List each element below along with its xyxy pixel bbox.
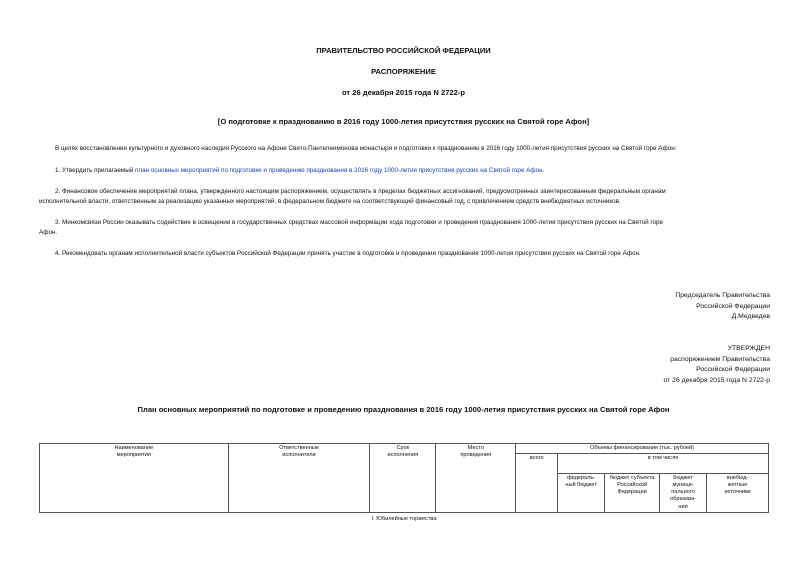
col-deadline-header: Срок исполнения xyxy=(370,444,436,513)
approved-date: от 26 декабря 2015 года N 2722-р xyxy=(663,376,770,384)
col-federal-header: федераль- ный бюджет xyxy=(558,473,605,512)
section-row xyxy=(40,513,769,525)
col-extra-budget-header: внебюд- жетные источники xyxy=(707,473,769,512)
col-subject-budget-header: бюджет субъекта Российской Федерации xyxy=(605,473,660,512)
intro-paragraph: В целях восстановления культурного и духовного наследия Русского на Афоне Свято-Пантелеимонова монастыря и подготовки к празднованию в 2016 году 1000-летия присутствия русских на Святой горе Афон: xyxy=(55,145,677,152)
paragraph-1 xyxy=(55,166,544,176)
document-subject: [О подготовке к празднованию в 2016 году 1000-летия присутствия русских на Святой горе Афон] xyxy=(217,117,590,126)
paragraph-1-suffix: . xyxy=(542,167,545,174)
signature-position: Председатель Правительства xyxy=(675,292,770,299)
col-total-header: всего xyxy=(516,454,558,513)
col-municipal-header: бюджет муници- пального образова- ния xyxy=(660,473,707,512)
paragraph-3-line-2: Афон. xyxy=(39,229,58,236)
col-place-header: Место проведения xyxy=(436,444,516,513)
signature-name: Д.Медведев xyxy=(731,313,770,320)
section-title: I. Юбилейные торжества xyxy=(371,516,437,522)
approved-label: УТВЕРЖДЕН xyxy=(727,345,770,352)
signature-country: Российской Федерации xyxy=(696,302,770,310)
paragraph-3-line-1: 3. Минкомсвязи России оказывать содействие в освещении в государственных средствах массовой информации хода подготовки и проведения празднования 1000-летия присутствия русских на Святой горе xyxy=(55,219,664,226)
col-including-header: в том числе xyxy=(558,454,769,473)
col-responsible-header: Ответственные исполнители xyxy=(228,444,370,513)
col-name-header: Наименование мероприятия xyxy=(40,444,229,513)
plan-title: План основных мероприятий по подготовке и проведению празднования в 2016 году 1000-летия присутствия русских на Святой горе Афон xyxy=(137,405,670,414)
plan-link[interactable]: план основных мероприятий по подготовке и проведению празднования в 2016 году 1000-летия присутствия русских на Святой горе Афон xyxy=(135,167,543,174)
plan-table xyxy=(39,443,769,524)
paragraph-2-line-2: исполнительной власти, ответственным за реализацию указанных мероприятий, в федеральном бюджете на соответствующий финансовый год, с привлечением средств внебюджетных источников. xyxy=(39,198,621,205)
document-type: РАСПОРЯЖЕНИЕ xyxy=(371,67,436,76)
approved-country: Российской Федерации xyxy=(696,366,770,373)
paragraph-1-prefix: 1. Утвердить прилагаемый xyxy=(55,167,136,174)
col-funding-header: Объемы финансирования (тыс. рублей) xyxy=(516,444,769,454)
approved-block xyxy=(664,344,770,386)
paragraph-2-line-1: 2. Финансовое обеспечение мероприятий плана, утвержденного настоящим распоряжением, осуществлять в пределах бюджетных ассигнований, предусмотренных заинтересованным федеральным органам xyxy=(55,188,666,195)
approved-by: распоряжением Правительства xyxy=(670,355,770,363)
paragraph-4: 4. Рекомендовать органам исполнительной власти субъектов Российской Федерации принять участие в подготовке и проведении празднования 1000-летия присутствия русских на Святой горе Афон. xyxy=(55,250,641,257)
table-header-row-1 xyxy=(40,444,769,454)
signature-block xyxy=(675,291,770,323)
government-title: ПРАВИТЕЛЬСТВО РОССИЙСКОЙ ФЕДЕРАЦИИ xyxy=(316,46,491,55)
document-date-number: от 26 декабря 2015 года N 2722-р xyxy=(341,88,466,97)
